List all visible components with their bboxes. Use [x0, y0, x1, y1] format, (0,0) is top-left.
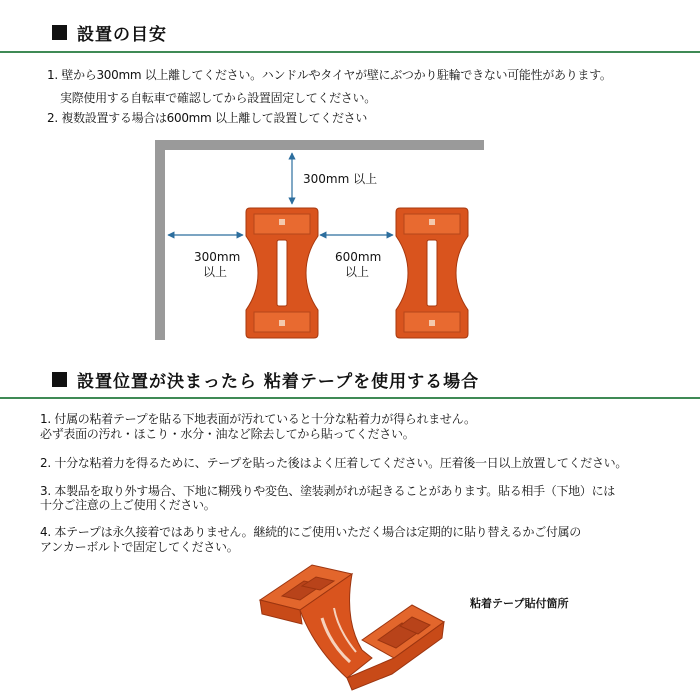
adhesive-note-1-line2: 必ず表面の汚れ・ほこり・水分・油など除去してから貼ってください。: [40, 427, 415, 441]
section-divider: [0, 51, 700, 53]
section-title-text: 設置位置が決まったら 粘着テープを使用する場合: [77, 372, 480, 392]
placement-note-1-cont: 実際使用する自転車で確認してから設置固定してください。: [60, 91, 376, 105]
placement-diagram: [0, 130, 700, 360]
bike-stand-right: [396, 208, 468, 338]
square-bullet-icon: [52, 25, 67, 40]
section-title-text: 設置の目安: [77, 25, 167, 45]
adhesive-location-caption: 粘着テープ貼付箇所: [470, 597, 569, 610]
placement-note-1: 1. 壁から300mm 以上離してください。ハンドルやタイヤが壁にぶつかり駐輪できない可能性があります。: [47, 68, 612, 82]
adhesive-note-3-line1: 3. 本製品を取り外す場合、下地に糊残りや変色、塗装剥がれが起きることがあります。貼る相手（下地）には: [40, 484, 616, 498]
adhesive-note-4-line2: アンカーボルトで固定してください。: [40, 540, 239, 554]
top-gap-label: 300mm 以上: [303, 172, 378, 186]
adhesive-note-3-line2: 十分ご注意の上ご使用ください。: [40, 498, 216, 512]
section-title-adhesive: [52, 367, 479, 392]
between-gap-label-line1: 600mm: [335, 250, 382, 264]
adhesive-note-4-line1: 4. 本テープは永久接着ではありません。継続的にご使用いただく場合は定期的に貼り替えるかご付属の: [40, 525, 581, 539]
between-gap-label-line2: 以上: [345, 265, 370, 279]
adhesive-note-2-line1: 2. 十分な粘着力を得るために、テープを貼った後はよく圧着してください。圧着後一日以上放置してください。: [40, 456, 628, 470]
placement-note-2: 2. 複数設置する場合は600mm 以上離して設置してください: [47, 111, 368, 125]
adhesive-note-1-line1: 1. 付属の粘着テープを貼る下地表面が汚れていると十分な粘着力が得られません。: [40, 412, 476, 426]
bike-stand-left: [246, 208, 318, 338]
wall-gap-label-line1: 300mm: [194, 250, 241, 264]
product-underside-illustration: [252, 560, 452, 695]
section-divider: [0, 397, 700, 399]
square-bullet-icon: [52, 372, 67, 387]
section-title-placement: [52, 20, 167, 45]
wall-gap-label-line2: 以上: [203, 265, 228, 279]
